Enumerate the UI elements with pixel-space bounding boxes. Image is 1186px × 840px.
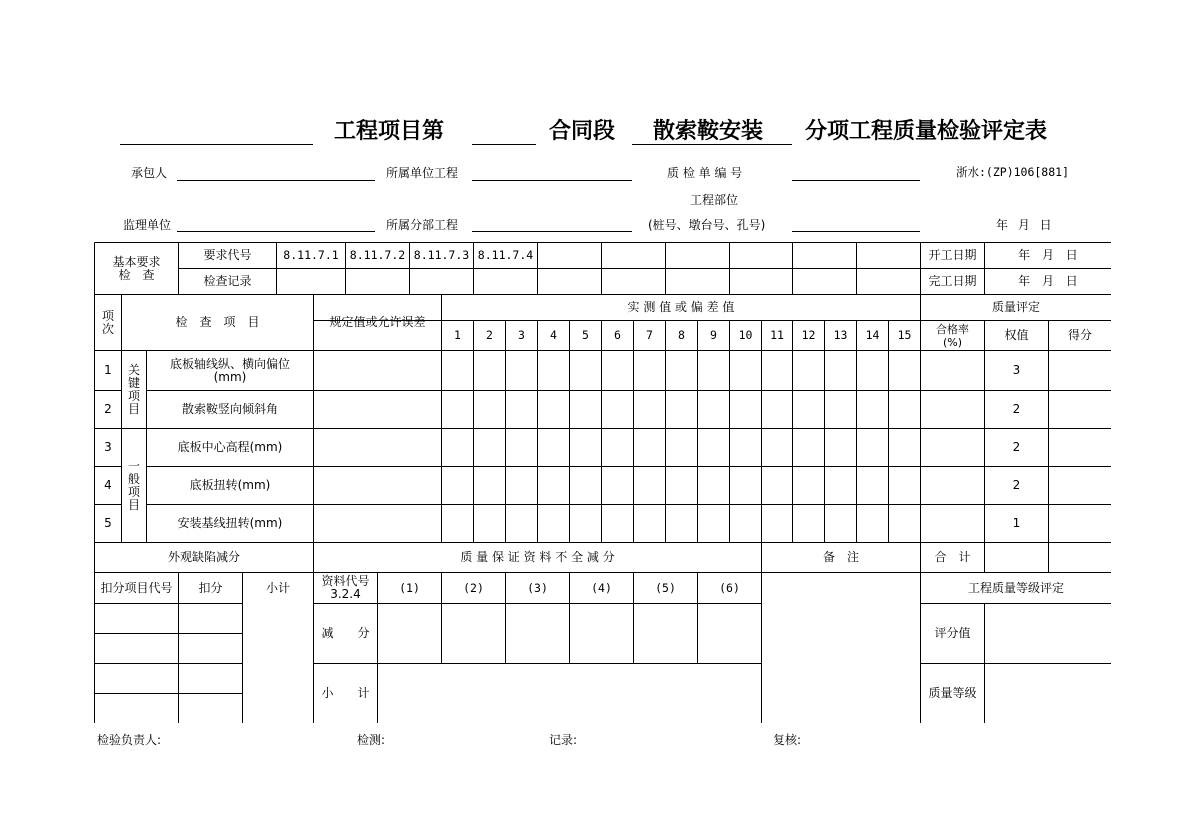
row-1-name bbox=[147, 351, 313, 390]
row-4-weight: 2 bbox=[1012, 478, 1021, 492]
col-index-header-char: 次 bbox=[101, 321, 114, 336]
group-general-items-char: 项 bbox=[127, 484, 140, 499]
req-code-label: 要求代号 bbox=[203, 248, 252, 262]
doc-item-6: (6) bbox=[719, 580, 740, 595]
location-label: 工程部位 bbox=[690, 193, 739, 207]
col-items-header: 检 查 项 目 bbox=[175, 315, 260, 329]
group-general-items-char: 般 bbox=[127, 471, 140, 486]
req-code-3: 8.11.7.3 bbox=[413, 248, 470, 262]
measure-col-8: 8 bbox=[678, 328, 685, 342]
quality-table bbox=[94, 242, 1111, 723]
group-key-items-char: 目 bbox=[127, 401, 140, 416]
row-1-no: 1 bbox=[104, 363, 112, 377]
supervisor-label: 监理单位 bbox=[123, 218, 172, 232]
title-blank-project[interactable] bbox=[120, 144, 313, 145]
end-date-label: 完工日期 bbox=[928, 274, 977, 288]
col-weight-header: 权值 bbox=[1004, 328, 1029, 342]
basic-requirement-label-line-2: 检 查 bbox=[118, 267, 155, 282]
measure-col-12: 12 bbox=[801, 328, 816, 342]
deduct-header: 扣分 bbox=[198, 580, 223, 595]
row-5-no: 5 bbox=[104, 516, 112, 530]
reviewer-label: 复核: bbox=[773, 733, 802, 747]
col-pass-rate-header-line-1: 合格率 bbox=[936, 322, 969, 336]
measure-col-9: 9 bbox=[710, 328, 717, 342]
sub-project-label: 所属分部工程 bbox=[386, 218, 459, 232]
measure-col-15: 15 bbox=[897, 328, 912, 342]
contractor-label: 承包人 bbox=[131, 166, 168, 180]
measure-col-2: 2 bbox=[486, 328, 493, 342]
header-date: 年 月 日 bbox=[996, 218, 1052, 232]
reduce-label: 减 分 bbox=[321, 626, 370, 640]
measure-col-7: 7 bbox=[646, 328, 653, 342]
measure-col-1: 1 bbox=[454, 328, 461, 342]
col-pass-rate-header-line-2: (%) bbox=[942, 335, 963, 349]
doc-item-1: (1) bbox=[399, 580, 420, 595]
doc-item-5: (5) bbox=[655, 580, 676, 595]
row-4-no: 4 bbox=[104, 478, 112, 492]
title-part2: 合同段 bbox=[549, 119, 616, 144]
sub-project-field[interactable] bbox=[472, 231, 632, 232]
quality-no-field[interactable] bbox=[792, 180, 920, 181]
req-code-4: 8.11.7.4 bbox=[477, 248, 534, 262]
quality-grade-label: 质量等级 bbox=[928, 686, 977, 700]
row-2-weight: 2 bbox=[1012, 402, 1021, 416]
location-field[interactable] bbox=[792, 231, 920, 232]
title-blank-contract[interactable] bbox=[472, 144, 536, 145]
supervisor-field[interactable] bbox=[177, 231, 375, 232]
row-1-weight: 3 bbox=[1012, 363, 1021, 377]
row-5-name: 安装基线扭转(mm) bbox=[177, 516, 283, 530]
col-index-header bbox=[95, 295, 121, 350]
row-1-name-line-1: 底板轴线纵、横向偏位 bbox=[169, 356, 290, 371]
total-label: 合 计 bbox=[934, 550, 971, 564]
row-4-name: 底板扭转(mm) bbox=[189, 478, 271, 492]
group-general-items bbox=[122, 429, 146, 542]
inspect-record-label: 检查记录 bbox=[203, 274, 252, 288]
title-part1: 工程项目第 bbox=[334, 119, 445, 144]
appearance-deduct-label: 外观缺陷减分 bbox=[167, 550, 240, 564]
col-pass-rate-header bbox=[921, 321, 984, 350]
row-2-no: 2 bbox=[104, 402, 112, 416]
remark-label: 备 注 bbox=[822, 550, 859, 564]
row-2-name: 散索鞍竖向倾斜角 bbox=[181, 402, 278, 416]
tester-label: 检测: bbox=[357, 733, 386, 747]
doc-deduct-label: 质 量 保 证 资 料 不 全 减 分 bbox=[460, 550, 615, 564]
row-3-no: 3 bbox=[104, 440, 112, 454]
req-code-2: 8.11.7.2 bbox=[349, 248, 406, 262]
group-key-items-char: 项 bbox=[127, 388, 140, 403]
recorder-label: 记录: bbox=[549, 733, 578, 747]
unit-project-field[interactable] bbox=[472, 180, 632, 181]
row-3-name: 底板中心高程(mm) bbox=[177, 440, 283, 454]
location-note: (桩号、墩台号、孔号) bbox=[648, 218, 766, 232]
col-index-header-char: 项 bbox=[101, 308, 114, 323]
measure-col-6: 6 bbox=[614, 328, 621, 342]
basic-requirement-label bbox=[95, 243, 178, 294]
req-code-1: 8.11.7.1 bbox=[283, 248, 339, 262]
measure-col-11: 11 bbox=[770, 328, 784, 342]
col-score-header: 得分 bbox=[1067, 328, 1092, 342]
form-code: 浙水:(ZP)106[881] bbox=[956, 165, 1070, 179]
subtotal-label: 小 计 bbox=[321, 686, 370, 700]
deduct-subtotal-header: 小计 bbox=[265, 580, 290, 595]
title-part3: 分项工程质量检验评定表 bbox=[805, 119, 1048, 144]
col-quality-header: 质量评定 bbox=[991, 300, 1040, 314]
basic-requirement-label-line-1: 基本要求 bbox=[112, 254, 161, 269]
measure-col-10: 10 bbox=[738, 328, 753, 342]
group-general-items-char: 一 bbox=[127, 458, 140, 473]
quality-no-label: 质 检 单 编 号 bbox=[667, 166, 743, 180]
score-value-label: 评分值 bbox=[934, 626, 971, 640]
doc-code-header-line-2: 3.2.4 bbox=[330, 587, 361, 601]
title-item-underline bbox=[632, 144, 792, 145]
doc-code-header-line-1: 资料代号 bbox=[321, 574, 370, 588]
col-measured-header: 实 测 值 或 偏 差 值 bbox=[627, 300, 735, 314]
group-key-items-char: 键 bbox=[127, 375, 140, 390]
measure-col-14: 14 bbox=[865, 328, 880, 342]
doc-item-3: (3) bbox=[527, 580, 548, 595]
title-item-name: 散索鞍安装 bbox=[653, 119, 764, 144]
end-date-value: 年 月 日 bbox=[1018, 274, 1078, 288]
deduct-code-header: 扣分项目代号 bbox=[100, 580, 173, 595]
measure-col-4: 4 bbox=[550, 328, 557, 342]
start-date-label: 开工日期 bbox=[928, 248, 977, 262]
doc-item-2: (2) bbox=[463, 580, 484, 595]
measure-col-13: 13 bbox=[833, 328, 848, 342]
doc-code-header bbox=[314, 573, 377, 603]
contractor-field[interactable] bbox=[177, 180, 375, 181]
measure-col-3: 3 bbox=[518, 328, 525, 342]
group-general-items-char: 目 bbox=[127, 497, 140, 512]
doc-item-4: (4) bbox=[591, 580, 612, 595]
row-1-name-line-2: (mm) bbox=[213, 369, 247, 384]
start-date-value: 年 月 日 bbox=[1018, 248, 1078, 262]
row-5-weight: 1 bbox=[1012, 516, 1021, 530]
inspector-label: 检验负责人: bbox=[97, 733, 162, 747]
measure-col-5: 5 bbox=[582, 328, 589, 342]
col-spec-header: 规定值或允许误差 bbox=[329, 315, 426, 329]
group-key-items bbox=[122, 351, 146, 428]
unit-project-label: 所属单位工程 bbox=[386, 166, 459, 180]
row-3-weight: 2 bbox=[1012, 440, 1021, 454]
grade-eval-header: 工程质量等级评定 bbox=[967, 580, 1064, 595]
group-key-items-char: 关 bbox=[127, 362, 140, 377]
